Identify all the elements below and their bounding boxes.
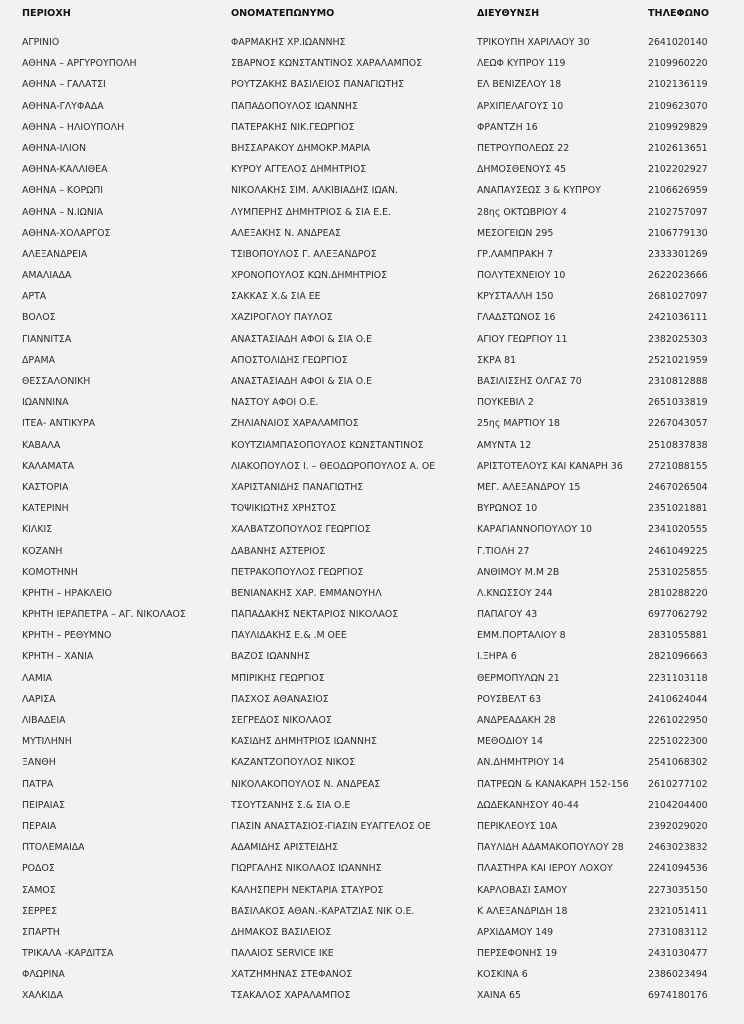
region-cell: ΑΘΗΝΑ – ΑΡΓΥΡΟΥΠΟΛΗ [22, 58, 137, 70]
region-cell: ΦΛΩΡΙΝΑ [22, 969, 65, 981]
address-cell: ΚΑΡΑΓΙΑΝΝΟΠΟΥΛΟΥ 10 [477, 524, 593, 536]
region-cell: ΜΥΤΙΛΗΝΗ [22, 736, 72, 748]
table-row [0, 371, 744, 392]
phone-cell: 2231103118 [648, 672, 708, 684]
table-row [0, 668, 744, 689]
phone-cell: 2267043057 [648, 418, 708, 430]
table-row [0, 562, 744, 583]
name-cell: ΤΣΟΥΤΣΑΝΗΣ Σ.& ΣΙΑ Ο.Ε [231, 799, 351, 811]
region-cell: ΚΡΗΤΗ – ΡΕΘΥΜΝΟ [22, 630, 112, 642]
phone-cell: 2109929829 [648, 121, 708, 133]
address-cell: ΠΕΡΣΕΦΟΝΗΣ 19 [477, 948, 558, 960]
address-cell: ΕΜΜ.ΠΟΡΤΑΛΙΟΥ 8 [477, 630, 566, 642]
phone-cell: 2510837838 [648, 439, 708, 451]
region-cell: ΓΙΑΝΝΙΤΣΑ [22, 333, 72, 345]
phone-cell: 2261022950 [648, 715, 708, 726]
region-cell: ΑΓΡΙΝΙΟ [22, 37, 60, 48]
phone-cell: 2102136119 [648, 79, 708, 91]
phone-cell: 2104204400 [648, 799, 708, 811]
region-cell: ΑΘΗΝΑ – ΚΟΡΩΠΙ [22, 185, 104, 197]
table-row [0, 752, 744, 773]
region-cell: ΑΡΤΑ [22, 291, 47, 303]
table-row [0, 32, 744, 53]
table-row [0, 350, 744, 371]
region-cell: ΙΤΕΑ- ΑΝΤΙΚΥΡΑ [22, 418, 96, 430]
name-cell: ΖΗΛΙΑΝΑΙΟΣ ΧΑΡΑΛΑΜΠΟΣ [231, 418, 359, 430]
table-row [0, 541, 744, 562]
address-cell: ΤΡΙΚΟΥΠΗ ΧΑΡΙΛΑΟΥ 30 [477, 37, 590, 48]
region-cell: ΘΕΣΣΑΛΟΝΙΚΗ [22, 376, 91, 387]
address-cell: ΠΑΠΑΓΟΥ 43 [477, 609, 538, 621]
region-cell: ΠΕΡΑΙΑ [22, 820, 57, 832]
table-row [0, 985, 744, 1006]
region-cell: ΛΙΒΑΔΕΙΑ [22, 715, 66, 726]
name-cell: ΣΕΓΡΕΔΟΣ ΝΙΚΟΛΑΟΣ [231, 715, 332, 726]
address-cell: ΑΝΔΡΕΑΔΑΚΗ 28 [477, 715, 556, 726]
table-row [0, 286, 744, 307]
name-cell: ΚΥΡΟΥ ΑΓΓΕΛΟΣ ΔΗΜΗΤΡΙΟΣ [231, 164, 367, 176]
name-cell: ΑΝΑΣΤΑΣΙΑΔΗ ΑΦΟΙ & ΣΙΑ Ο.Ε [231, 376, 373, 387]
region-cell: ΚΡΗΤΗ – ΗΡΑΚΛΕΙΟ [22, 587, 113, 599]
name-cell: ΣΑΚΚΑΣ Χ.& ΣΙΑ ΕΕ [231, 291, 321, 303]
address-cell: ΑΡΧΙΠΕΛΑΓΟΥΣ 10 [477, 100, 564, 112]
address-cell: ΑΝΑΠΑΥΣΕΩΣ 3 & ΚΥΠΡΟΥ [477, 185, 601, 197]
name-cell: ΛΥΜΠΕΡΗΣ ΔΗΜΗΤΡΙΟΣ & ΣΙΑ Ε.Ε. [231, 206, 392, 218]
phone-cell: 2521021959 [648, 354, 708, 366]
address-cell: ΜΕΓ. ΑΛΕΞΑΝΔΡΟΥ 15 [477, 481, 581, 493]
region-cell: ΠΑΤΡΑ [22, 778, 54, 790]
name-cell: ΒΕΝΙΑΝΑΚΗΣ ΧΑΡ. ΕΜΜΑΝΟΥΗΛ [231, 587, 382, 599]
table-row [0, 625, 744, 646]
phone-cell: 2102757097 [648, 206, 708, 218]
name-cell: ΒΗΣΣΑΡΑΚΟΥ ΔΗΜΟΚΡ.ΜΑΡΙΑ [231, 142, 371, 154]
name-cell: ΠΑΠΑΔΟΠΟΥΛΟΣ ΙΩΑΝΝΗΣ [231, 100, 358, 112]
table-row [0, 307, 744, 328]
region-cell: ΚΑΒΑΛΑ [22, 439, 61, 451]
phone-cell: 2351021881 [648, 503, 708, 515]
phone-cell: 2106626959 [648, 185, 708, 197]
region-cell: ΑΘΗΝΑ-ΓΛΥΦΑΔΑ [22, 100, 104, 112]
name-cell: ΡΟΥΤΖΑΚΗΣ ΒΑΣΙΛΕΙΟΣ ΠΑΝΑΓΙΩΤΗΣ [231, 79, 405, 91]
name-cell: ΠΕΤΡΑΚΟΠΟΥΛΟΣ ΓΕΩΡΓΙΟΣ [231, 566, 364, 578]
phone-cell: 2431030477 [648, 948, 708, 960]
phone-cell: 2463023832 [648, 842, 708, 854]
table-row [0, 901, 744, 922]
name-cell: ΤΟΨΙΚΙΩΤΗΣ ΧΡΗΣΤΟΣ [231, 503, 337, 515]
region-cell: ΒΟΛΟΣ [22, 312, 56, 324]
name-cell: ΧΡΟΝΟΠΟΥΛΟΣ ΚΩΝ.ΔΗΜΗΤΡΙΟΣ [231, 270, 388, 282]
region-cell: ΛΑΜΙΑ [22, 672, 53, 684]
table-row [0, 223, 744, 244]
phone-cell: 2333301269 [648, 248, 708, 260]
table-row [0, 244, 744, 265]
phone-cell: 2721088155 [648, 460, 708, 472]
address-cell: ΣΚΡΑ 81 [477, 354, 517, 366]
phone-cell: 2541068302 [648, 757, 708, 769]
name-cell: ΠΑΠΑΔΑΚΗΣ ΝΕΚΤΑΡΙΟΣ ΝΙΚΟΛΑΟΣ [231, 609, 399, 621]
region-cell: ΚΡΗΤΗ ΙΕΡΑΠΕΤΡΑ – ΑΓ. ΝΙΚΟΛΑΟΣ [22, 609, 186, 621]
name-cell: ΠΑΥΛΙΔΑΚΗΣ Ε.& .Μ ΟΕΕ [231, 630, 347, 642]
name-cell: ΣΒΑΡΝΟΣ ΚΩΝΣΤΑΝΤΙΝΟΣ ΧΑΡΑΛΑΜΠΟΣ [231, 58, 423, 70]
name-cell: ΧΑΡΙΣΤΑΝΙΔΗΣ ΠΑΝΑΓΙΩΤΗΣ [231, 481, 364, 493]
region-cell: ΑΘΗΝΑ-ΚΑΛΛΙΘΕΑ [22, 164, 108, 176]
phone-cell: 2831055881 [648, 630, 708, 642]
table-row [0, 456, 744, 477]
address-cell: ΜΕΘΟΔΙΟΥ 14 [477, 736, 543, 748]
table-row [0, 329, 744, 350]
name-cell: ΚΑΖΑΝΤΖΟΠΟΥΛΟΣ ΝΙΚΟΣ [231, 757, 356, 769]
table-row [0, 795, 744, 816]
address-cell: ΧΑΙΝΑ 65 [477, 990, 521, 1002]
table-body [0, 32, 744, 1007]
region-cell: ΠΕΙΡΑΙΑΣ [22, 799, 65, 811]
region-cell: ΚΑΣΤΟΡΙΑ [22, 481, 69, 493]
address-cell: 25ης ΜΑΡΤΙΟΥ 18 [477, 418, 561, 430]
column-header-region: ΠΕΡΙΟΧΗ [22, 8, 71, 19]
name-cell: ΜΠΙΡΙΚΗΣ ΓΕΩΡΓΙΟΣ [231, 672, 325, 684]
phone-cell: 2273035150 [648, 884, 708, 896]
phone-cell: 2109623070 [648, 100, 708, 112]
table-row [0, 117, 744, 138]
phone-cell: 2531025855 [648, 566, 708, 578]
phone-cell: 2622023666 [648, 270, 708, 282]
address-cell: ΒΥΡΩΝΟΣ 10 [477, 503, 538, 515]
name-cell: ΔΑΒΑΝΗΣ ΑΣΤΕΡΙΟΣ [231, 545, 326, 557]
phone-cell: 2731083112 [648, 926, 708, 938]
table-row [0, 816, 744, 837]
region-cell: ΚΟΖΑΝΗ [22, 545, 63, 557]
name-cell: ΤΣΑΚΑΛΟΣ ΧΑΡΑΛΑΜΠΟΣ [231, 990, 351, 1002]
phone-cell: 2386023494 [648, 969, 708, 981]
phone-cell: 6974180176 [648, 990, 708, 1002]
table-row [0, 435, 744, 456]
region-cell: ΣΠΑΡΤΗ [22, 926, 60, 938]
region-cell: ΑΘΗΝΑ – ΓΑΛΑΤΣΙ [22, 79, 106, 91]
region-cell: ΡΟΔΟΣ [22, 863, 55, 875]
address-cell: ΠΕΤΡΟΥΠΟΛΕΩΣ 22 [477, 142, 570, 154]
name-cell: ΚΑΛΗΣΠΕΡΗ ΝΕΚΤΑΡΙΑ ΣΤΑΥΡΟΣ [231, 884, 384, 896]
name-cell: ΓΙΑΣΙΝ ΑΝΑΣΤΑΣΙΟΣ-ΓΙΑΣΙΝ ΕΥΑΓΓΕΛΟΣ ΟΕ [231, 820, 431, 832]
phone-cell: 6977062792 [648, 609, 708, 621]
table-row [0, 710, 744, 731]
table-row [0, 646, 744, 667]
address-cell: ΠΟΥΚΕΒΙΛ 2 [477, 397, 534, 409]
region-cell: ΚΟΜΟΤΗΝΗ [22, 566, 78, 578]
address-cell: ΒΑΣΙΛΙΣΣΗΣ ΟΛΓΑΣ 70 [477, 376, 582, 387]
name-cell: ΝΙΚΟΛΑΚΟΠΟΥΛΟΣ Ν. ΑΝΔΡΕΑΣ [231, 778, 381, 790]
table-row [0, 74, 744, 95]
phone-cell: 2106779130 [648, 227, 708, 239]
phone-cell: 2610277102 [648, 778, 708, 790]
table-row [0, 922, 744, 943]
table-row [0, 880, 744, 901]
table-row [0, 53, 744, 74]
name-cell: ΝΑΣΤΟΥ ΑΦΟΙ Ο.Ε. [231, 397, 319, 409]
name-cell: ΒΑΣΙΛΑΚΟΣ ΑΘΑΝ.-ΚΑΡΑΤΖΙΑΣ ΝΙΚ Ο.Ε. [231, 905, 415, 917]
name-cell: ΧΑΛΒΑΤΖΟΠΟΥΛΟΣ ΓΕΩΡΓΙΟΣ [231, 524, 371, 536]
region-cell: ΣΕΡΡΕΣ [22, 905, 58, 917]
region-cell: ΤΡΙΚΑΛΑ -ΚΑΡΔΙΤΣΑ [22, 948, 114, 960]
table-row [0, 604, 744, 625]
name-cell: ΠΑΛΑΙΟΣ SERVICE ΙΚΕ [231, 948, 334, 960]
column-header-name: ΟΝΟΜΑΤΕΠΩΝΥΜΟ [231, 8, 335, 19]
name-cell: ΛΙΑΚΟΠΟΥΛΟΣ Ι. – ΘΕΟΔΩΡΟΠΟΥΛΟΣ Α. ΟΕ [231, 460, 436, 472]
address-cell: Λ.ΚΝΩΣΣΟΥ 244 [477, 587, 553, 599]
table-row [0, 858, 744, 879]
table-row [0, 392, 744, 413]
address-cell: Γ.ΤΙΟΛΗ 27 [477, 545, 530, 557]
address-cell: ΚΑΡΛΟΒΑΣΙ ΣΑΜΟΥ [477, 884, 568, 896]
region-cell: ΑΜΑΛΙΑΔΑ [22, 270, 72, 282]
table-row [0, 943, 744, 964]
region-cell: ΣΑΜΟΣ [22, 884, 56, 896]
region-cell: ΧΑΛΚΙΔΑ [22, 990, 63, 1002]
table-row [0, 477, 744, 498]
address-cell: ΠΑΥΛΙΔΗ ΑΔΑΜΑΚΟΠΟΥΛΟΥ 28 [477, 842, 624, 854]
region-cell: ΛΑΡΙΣΑ [22, 693, 56, 705]
phone-cell: 2651033819 [648, 397, 708, 409]
column-header-address: ΔΙΕΥΘΥΝΣΗ [477, 8, 540, 19]
region-cell: ΑΛΕΞΑΝΔΡΕΙΑ [22, 248, 88, 260]
phone-cell: 2241094536 [648, 863, 708, 875]
phone-cell: 2461049225 [648, 545, 708, 557]
name-cell: ΔΗΜΑΚΟΣ ΒΑΣΙΛΕΙΟΣ [231, 926, 332, 938]
address-cell: Ι.ΞΗΡΑ 6 [477, 651, 517, 663]
address-cell: ΑΡΙΣΤΟΤΕΛΟΥΣ ΚΑΙ ΚΑΝΑΡΗ 36 [477, 460, 623, 472]
name-cell: ΤΣΙΒΟΠΟΥΛΟΣ Γ. ΑΛΕΞΑΝΔΡΟΣ [231, 248, 377, 260]
phone-cell: 2641020140 [648, 37, 708, 48]
column-header-phone: ΤΗΛΕΦΩΝΟ [648, 8, 710, 19]
phone-cell: 2681027097 [648, 291, 708, 303]
address-cell: ΑΓΙΟΥ ΓΕΩΡΓΙΟΥ 11 [477, 333, 568, 345]
phone-cell: 2341020555 [648, 524, 708, 536]
region-cell: ΑΘΗΝΑ-ΧΟΛΑΡΓΟΣ [22, 227, 111, 239]
phone-cell: 2321051411 [648, 905, 708, 917]
table-row [0, 180, 744, 201]
phone-cell: 2251022300 [648, 736, 708, 748]
name-cell: ΝΙΚΟΛΑΚΗΣ ΣΙΜ. ΑΛΚΙΒΙΑΔΗΣ ΙΩΑΝ. [231, 185, 399, 197]
name-cell: ΠΑΤΕΡΑΚΗΣ ΝΙΚ.ΓΕΩΡΓΙΟΣ [231, 121, 355, 133]
address-cell: Κ ΑΛΕΞΑΝΔΡΙΔΗ 18 [477, 905, 568, 917]
phone-cell: 2821096663 [648, 651, 708, 663]
table-row [0, 519, 744, 540]
name-cell: ΧΑΤΖΗΜΗΝΑΣ ΣΤΕΦΑΝΟΣ [231, 969, 353, 981]
address-cell: ΦΡΑΝΤΖΗ 16 [477, 121, 538, 133]
phone-cell: 2102613651 [648, 142, 708, 154]
region-cell: ΙΩΑΝΝΙΝΑ [22, 397, 69, 409]
name-cell: ΓΙΩΡΓΑΛΗΣ ΝΙΚΟΛΑΟΣ ΙΩΑΝΝΗΣ [231, 863, 382, 875]
table-row [0, 774, 744, 795]
table-row [0, 96, 744, 117]
name-cell: ΒΑΖΟΣ ΙΩΑΝΝΗΣ [231, 651, 310, 663]
table-row [0, 731, 744, 752]
region-cell: ΞΑΝΘΗ [22, 757, 56, 769]
name-cell: ΠΑΣΧΟΣ ΑΘΑΝΑΣΙΟΣ [231, 693, 329, 705]
phone-cell: 2467026504 [648, 481, 708, 493]
phone-cell: 2810288220 [648, 587, 708, 599]
address-cell: ΚΡΥΣΤΑΛΛΗ 150 [477, 291, 554, 303]
region-cell: ΚΑΤΕΡΙΝΗ [22, 503, 69, 515]
table-row [0, 413, 744, 434]
table-row [0, 138, 744, 159]
region-cell: ΚΙΛΚΙΣ [22, 524, 53, 536]
address-cell: ΠΑΤΡΕΩΝ & ΚΑΝΑΚΑΡΗ 152-156 [477, 778, 629, 790]
table-row [0, 689, 744, 710]
table-row [0, 265, 744, 286]
region-cell: ΑΘΗΝΑ-ΙΛΙΟΝ [22, 142, 86, 154]
phone-cell: 2410624044 [648, 693, 708, 705]
address-cell: ΠΟΛΥΤΕΧΝΕΙΟΥ 10 [477, 270, 566, 282]
region-cell: ΑΘΗΝΑ – Ν.ΙΩΝΙΑ [22, 206, 104, 218]
name-cell: ΧΑΖΙΡΟΓΛΟΥ ΠΑΥΛΟΣ [231, 312, 333, 324]
address-cell: ΚΟΣΚΙΝΑ 6 [477, 969, 528, 981]
table-row [0, 583, 744, 604]
name-cell: ΑΝΑΣΤΑΣΙΑΔΗ ΑΦΟΙ & ΣΙΑ Ο.Ε [231, 333, 373, 345]
region-cell: ΠΤΟΛΕΜΑΙΔΑ [22, 842, 85, 854]
name-cell: ΚΑΣΙΔΗΣ ΔΗΜΗΤΡΙΟΣ ΙΩΑΝΝΗΣ [231, 736, 377, 748]
address-cell: ΑΜΥΝΤΑ 12 [477, 439, 532, 451]
address-cell: ΑΝ.ΔΗΜΗΤΡΙΟΥ 14 [477, 757, 565, 769]
name-cell: ΑΛΕΞΑΚΗΣ Ν. ΑΝΔΡΕΑΣ [231, 227, 341, 239]
name-cell: ΦΑΡΜΑΚΗΣ ΧΡ.ΙΩΑΝΝΗΣ [231, 37, 346, 48]
table-row [0, 202, 744, 223]
name-cell: ΚΟΥΤΖΙΑΜΠΑΣΟΠΟΥΛΟΣ ΚΩΝΣΤΑΝΤΙΝΟΣ [231, 439, 424, 451]
address-cell: ΓΡ.ΛΑΜΠΡΑΚΗ 7 [477, 248, 554, 260]
region-cell: ΚΑΛΑΜΑΤΑ [22, 460, 75, 472]
table-row [0, 837, 744, 858]
address-cell: ΠΕΡΙΚΛΕΟΥΣ 10Α [477, 820, 558, 832]
phone-cell: 2421036111 [648, 312, 708, 324]
phone-cell: 2102202927 [648, 164, 708, 176]
address-cell: ΘΕΡΜΟΠΥΛΩΝ 21 [477, 672, 560, 684]
phone-cell: 2109960220 [648, 58, 708, 70]
name-cell: ΑΔΑΜΙΔΗΣ ΑΡΙΣΤΕΙΔΗΣ [231, 842, 339, 854]
table-row [0, 498, 744, 519]
address-cell: ΔΗΜΟΣΘΕΝΟΥΣ 45 [477, 164, 567, 176]
region-cell: ΔΡΑΜΑ [22, 354, 55, 366]
address-cell: ΕΛ ΒΕΝΙΖΕΛΟΥ 18 [477, 79, 562, 91]
table-row [0, 159, 744, 180]
address-cell: ΠΛΑΣΤΗΡΑ ΚΑΙ ΙΕΡΟΥ ΛΟΧΟΥ [477, 863, 613, 875]
region-cell: ΑΘΗΝΑ – ΗΛΙΟΥΠΟΛΗ [22, 121, 125, 133]
address-cell: ΑΡΧΙΔΑΜΟΥ 149 [477, 926, 554, 938]
phone-cell: 2382025303 [648, 333, 708, 345]
phone-cell: 2310812888 [648, 376, 708, 387]
address-cell: ΓΛΑΔΣΤΩΝΟΣ 16 [477, 312, 556, 324]
phone-cell: 2392029020 [648, 820, 708, 832]
address-cell: ΑΝΘΙΜΟΥ Μ.Μ 2Β [477, 566, 560, 578]
address-cell: ΛΕΩΦ ΚΥΠΡΟΥ 119 [477, 58, 566, 70]
address-cell: ΔΩΔΕΚΑΝΗΣΟΥ 40-44 [477, 799, 579, 811]
table-row [0, 964, 744, 985]
address-cell: ΡΟΥΣΒΕΛΤ 63 [477, 693, 542, 705]
address-cell: ΜΕΣΟΓΕΙΩΝ 295 [477, 227, 554, 239]
name-cell: ΑΠΟΣΤΟΛΙΔΗΣ ΓΕΩΡΓΙΟΣ [231, 354, 348, 366]
table-header [0, 0, 744, 28]
region-cell: ΚΡΗΤΗ – ΧΑΝΙΑ [22, 651, 94, 663]
address-cell: 28ης ΟΚΤΩΒΡΙΟΥ 4 [477, 206, 567, 218]
